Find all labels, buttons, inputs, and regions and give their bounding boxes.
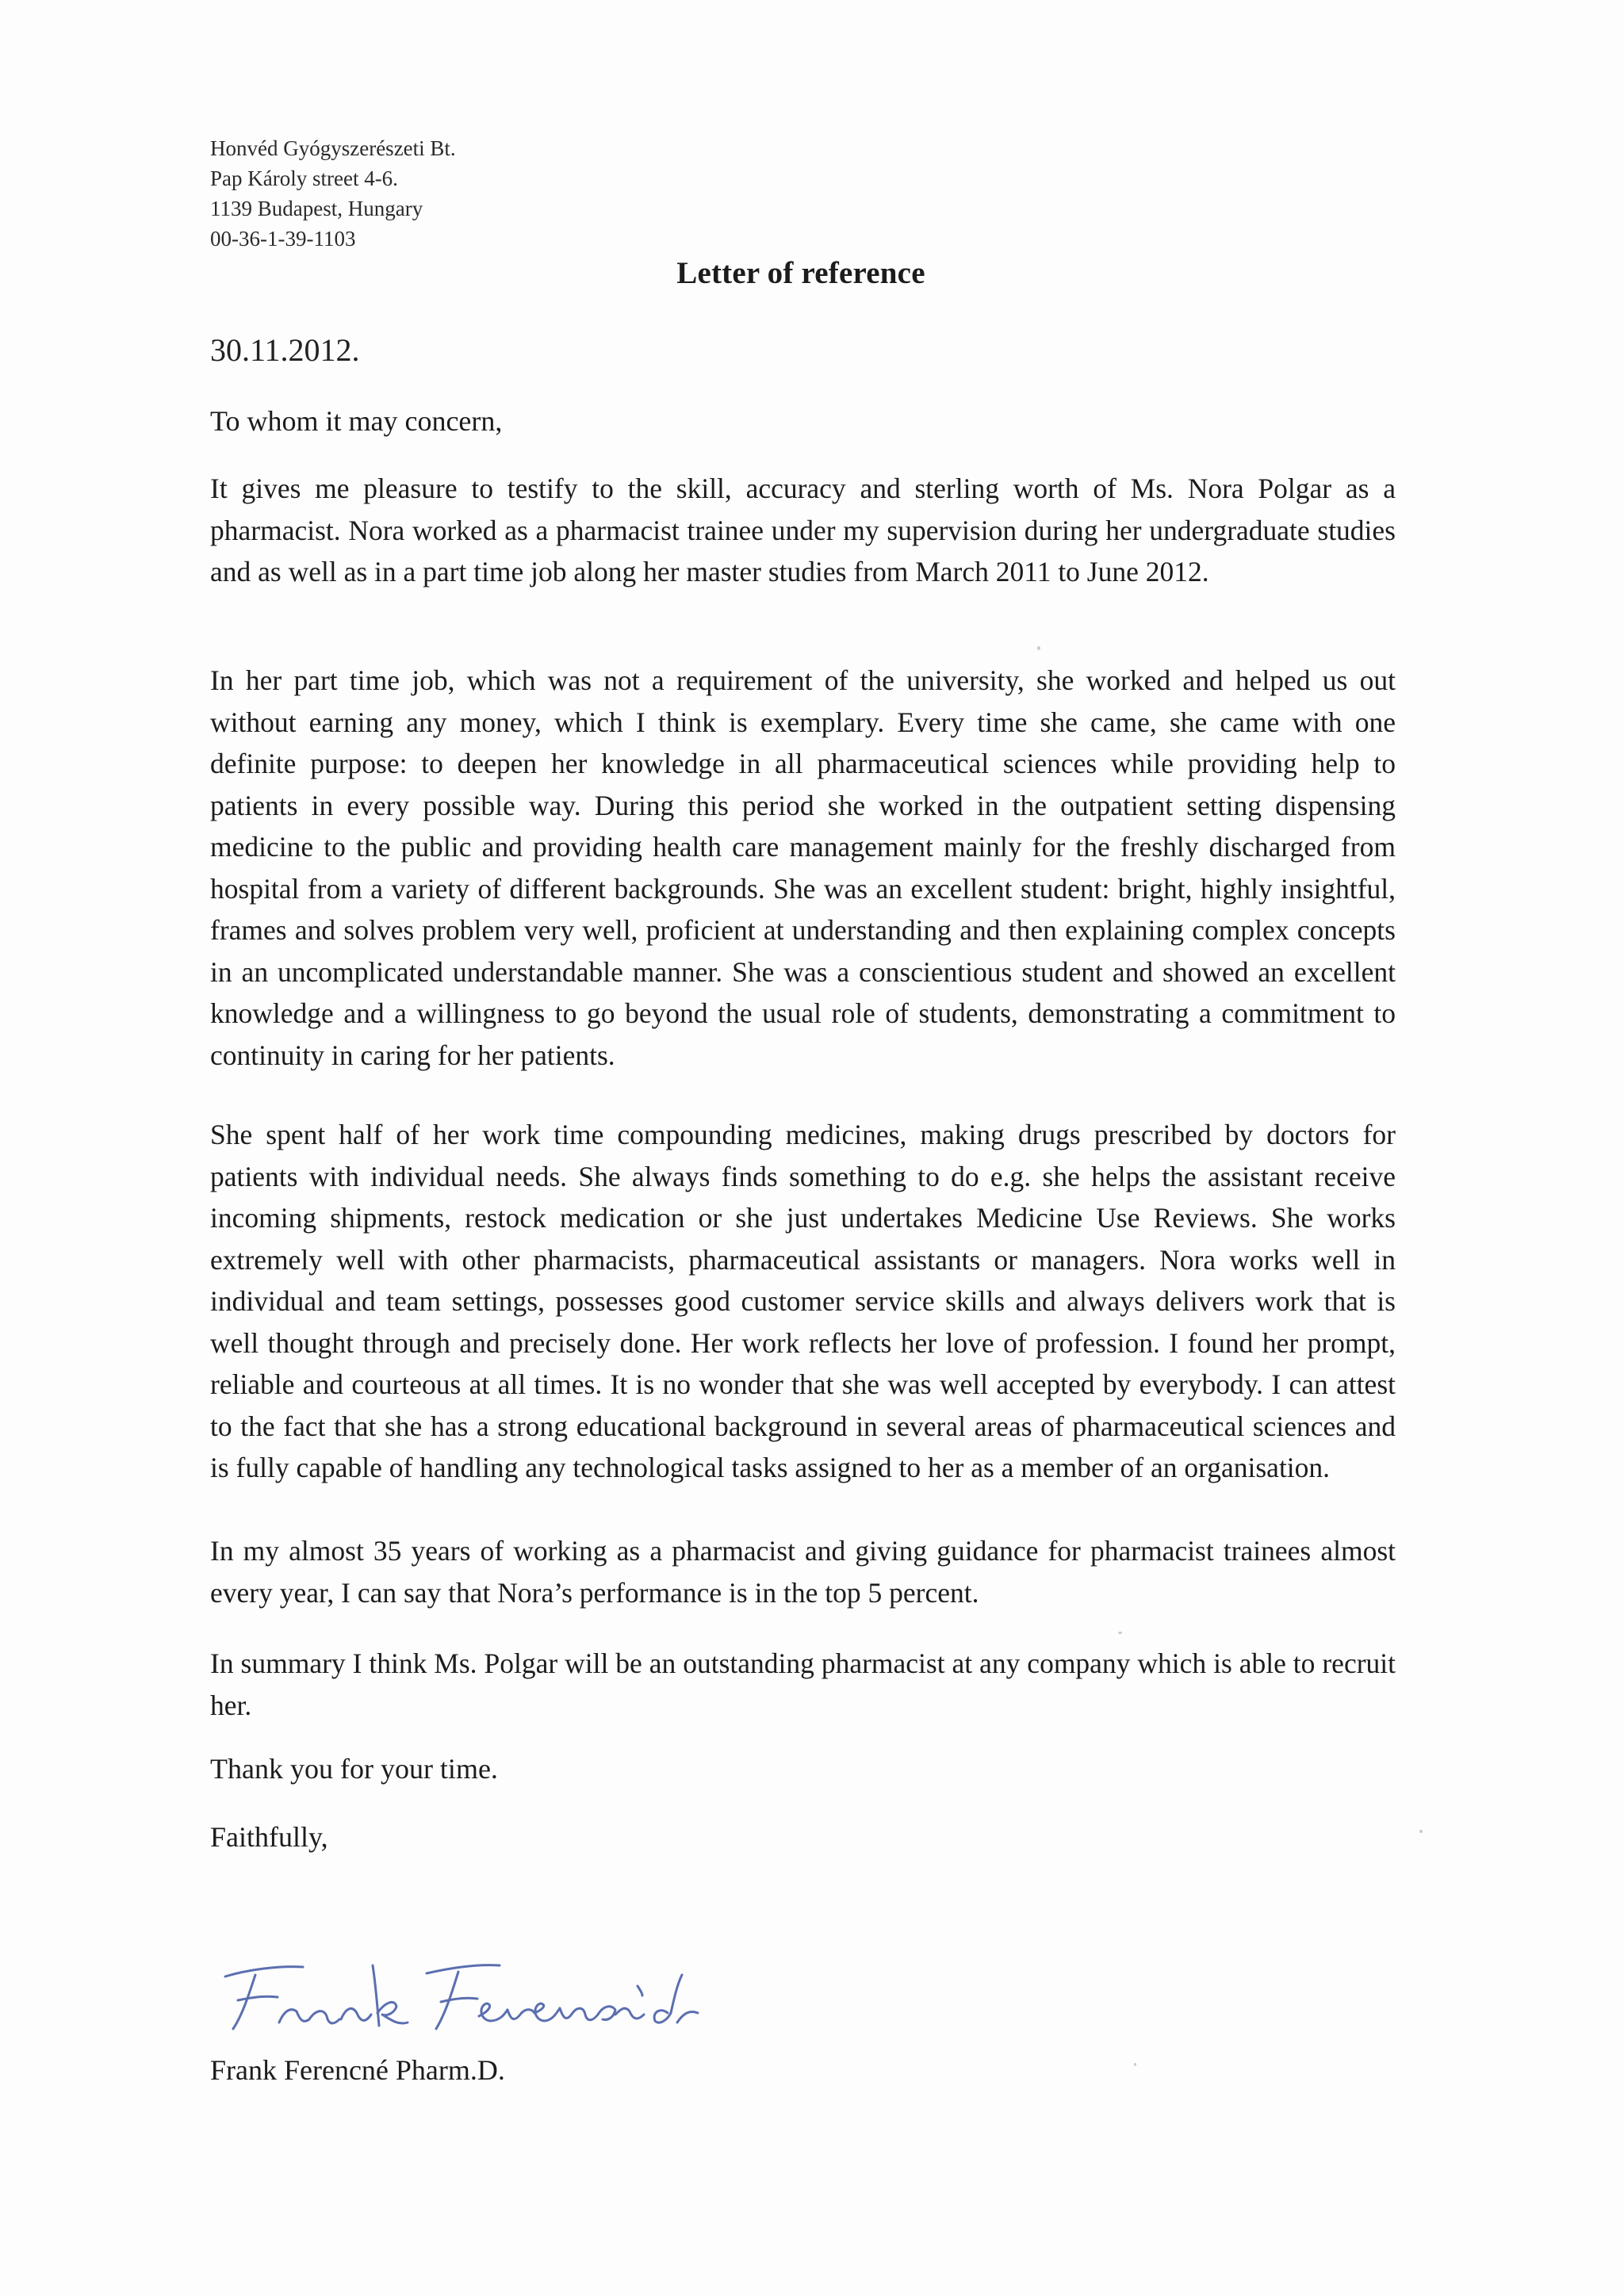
sender-city: 1139 Budapest, Hungary [210, 197, 423, 220]
sender-phone: 00-36-1-39-1103 [210, 227, 356, 251]
sender-address [210, 133, 456, 254]
paragraph-part-time-job: In her part time job, which was not a requirement of the university, she worked and helped us out without earning any money, which I think is exemplary. Every time she came, she came with one definite purpose: to deepen her knowledge in all pharmaceutical sciences while providing help to patients in every possible way. During this period she worked in the outpatient setting dispensing medicine to the public and providing health care management mainly for the freshly discharged from hospital from a variety of different backgrounds. She was an excellent student: bright, highly insightful, frames and solves problem very well, proficient at understanding and then explaining complex concepts in an uncomplicated understandable manner. She was a conscientious student and showed an excellent knowledge and a willingness to go beyond the usual role of students, demonstrating a commitment to continuity in caring for her patients. [210, 664, 1396, 1071]
sender-company: Honvéd Gyógyszerészeti Bt. [210, 136, 456, 160]
handwritten-signature [214, 1946, 706, 2042]
closing-faithfully: Faithfully, [210, 1821, 328, 1853]
paragraph-performance: In my almost 35 years of working as a pharmacist and giving guidance for pharmacist trainees almost every year, I can say that Nora’s performance is in the top 5 percent. [210, 1535, 1396, 1609]
scan-speck [1419, 1830, 1423, 1833]
sender-street: Pap Károly street 4-6. [210, 166, 398, 190]
scan-speck [1118, 1632, 1122, 1634]
scan-speck [1037, 646, 1040, 650]
closing-thanks: Thank you for your time. [210, 1753, 498, 1785]
paragraph-summary: In summary I think Ms. Polgar will be an outstanding pharmacist at any company which is able to recruit her. [210, 1647, 1396, 1721]
signer-name: Frank Ferencné Pharm.D. [210, 2054, 505, 2086]
scan-speck [1134, 2063, 1136, 2066]
letter-date: 30.11.2012. [210, 332, 360, 368]
paragraph-introduction: It gives me pleasure to testify to the skill, accuracy and sterling worth of Ms. Nora Polgar as a pharmacist. Nora worked as a pharmacist trainee under my supervision during her undergraduate studies and as well as in a part time job along her master studies from March 2011 to June 2012. [210, 473, 1396, 587]
greeting: To whom it may concern, [210, 405, 503, 437]
paragraph-compounding: She spent half of her work time compounding medicines, making drugs prescribed by doctors for patients with individual needs. She always finds something to do e.g. she helps the assistant receive incoming shipments, restock medication or she just undertakes Medicine Use Reviews. She works extremely well with other pharmacists, pharmaceutical assistants or managers. Nora works well in individual and team settings, possesses good customer service skills and always delivers work that is well thought through and precisely done. Her work reflects her love of profession. I found her prompt, reliable and courteous at all times. It is no wonder that she was well accepted by everybody. I can attest to the fact that she has a strong educational background in several areas of pharmaceutical sciences and is fully capable of handling any technological tasks assigned to her as a member of an organisation. [210, 1119, 1396, 1483]
letter-title: Letter of reference [676, 256, 925, 290]
